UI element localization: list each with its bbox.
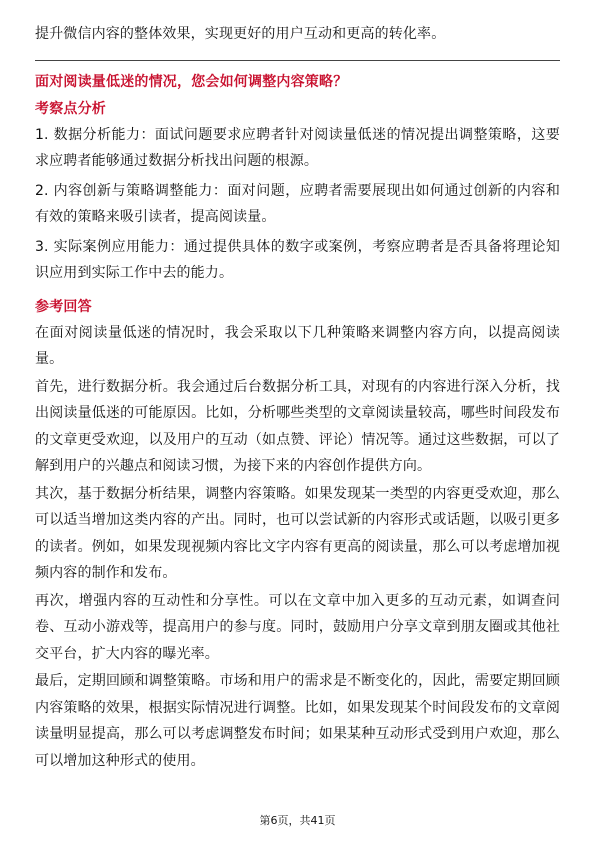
analysis-heading: 考察点分析 bbox=[35, 100, 106, 117]
answer-paragraph-last: 最后，定期回顾和调整策略。市场和用户的需求是不断变化的，因此，需要定期回顾内容策略的效果，根据实际情况进行调整。比如，如果发现某个时间段发布的文章阅读量明显提高，那么可以考虑调整发布时间；如果某种互动形式受到用户欢迎，那么可以增加这种形式的使用。 bbox=[35, 673, 560, 769]
question-title: 面对阅读量低迷的情况，您会如何调整内容策略？ bbox=[35, 73, 348, 90]
section-divider bbox=[35, 60, 560, 61]
answer-heading: 参考回答 bbox=[35, 298, 92, 315]
answer-paragraph-third: 再次，增强内容的互动性和分享性。可以在文章中加入更多的互动元素，如调查问卷、互动小游戏等，提高用户的参与度。同时，鼓励用户分享文章到朋友圈或其他社交平台，扩大内容的曝光率。 bbox=[35, 592, 560, 662]
intro-text: 提升微信内容的整体效果，实现更好的用户互动和更高的转化率。 bbox=[35, 26, 446, 42]
answer-paragraph-intro: 在面对阅读量低迷的情况时，我会采取以下几种策略来调整内容方向，以提高阅读量。 bbox=[35, 324, 560, 367]
page-number: 第6页，共41页 bbox=[259, 814, 336, 827]
answer-section bbox=[35, 295, 560, 775]
answer-paragraph-second: 其次，基于数据分析结果，调整内容策略。如果发现某一类型的内容更受欢迎，那么可以适当增加这类内容的产出。同时，也可以尝试新的内容形式或话题，以吸引更多的读者。例如，如果发现视频内容比文字内容有更高的阅读量，那么可以考虑增加视频内容的制作和发布。 bbox=[35, 485, 560, 581]
analysis-list bbox=[35, 122, 560, 287]
page-content bbox=[35, 21, 560, 775]
answer-paragraph-first: 首先，进行数据分析。我会通过后台数据分析工具，对现有的内容进行深入分析，找出阅读量低迷的可能原因。比如，分析哪些类型的文章阅读量较高，哪些时间段发布的文章更受欢迎，以及用户的互动（如点赞、评论）情况等。通过这些数据，可以了解到用户的兴趣点和阅读习惯，为接下来的内容创作提供方向。 bbox=[35, 378, 560, 474]
analysis-item-2: 2. 内容创新与策略调整能力：面对问题，应聘者需要展现出如何通过创新的内容和有效的策略来吸引读者，提高阅读量。 bbox=[35, 182, 560, 225]
analysis-item-1: 1. 数据分析能力：面试问题要求应聘者针对阅读量低迷的情况提出调整策略，这要求应聘者能够通过数据分析找出问题的根源。 bbox=[35, 126, 560, 169]
analysis-item-3: 3. 实际案例应用能力：通过提供具体的数字或案例，考察应聘者是否具备将理论知识应用到实际工作中去的能力。 bbox=[35, 238, 560, 281]
